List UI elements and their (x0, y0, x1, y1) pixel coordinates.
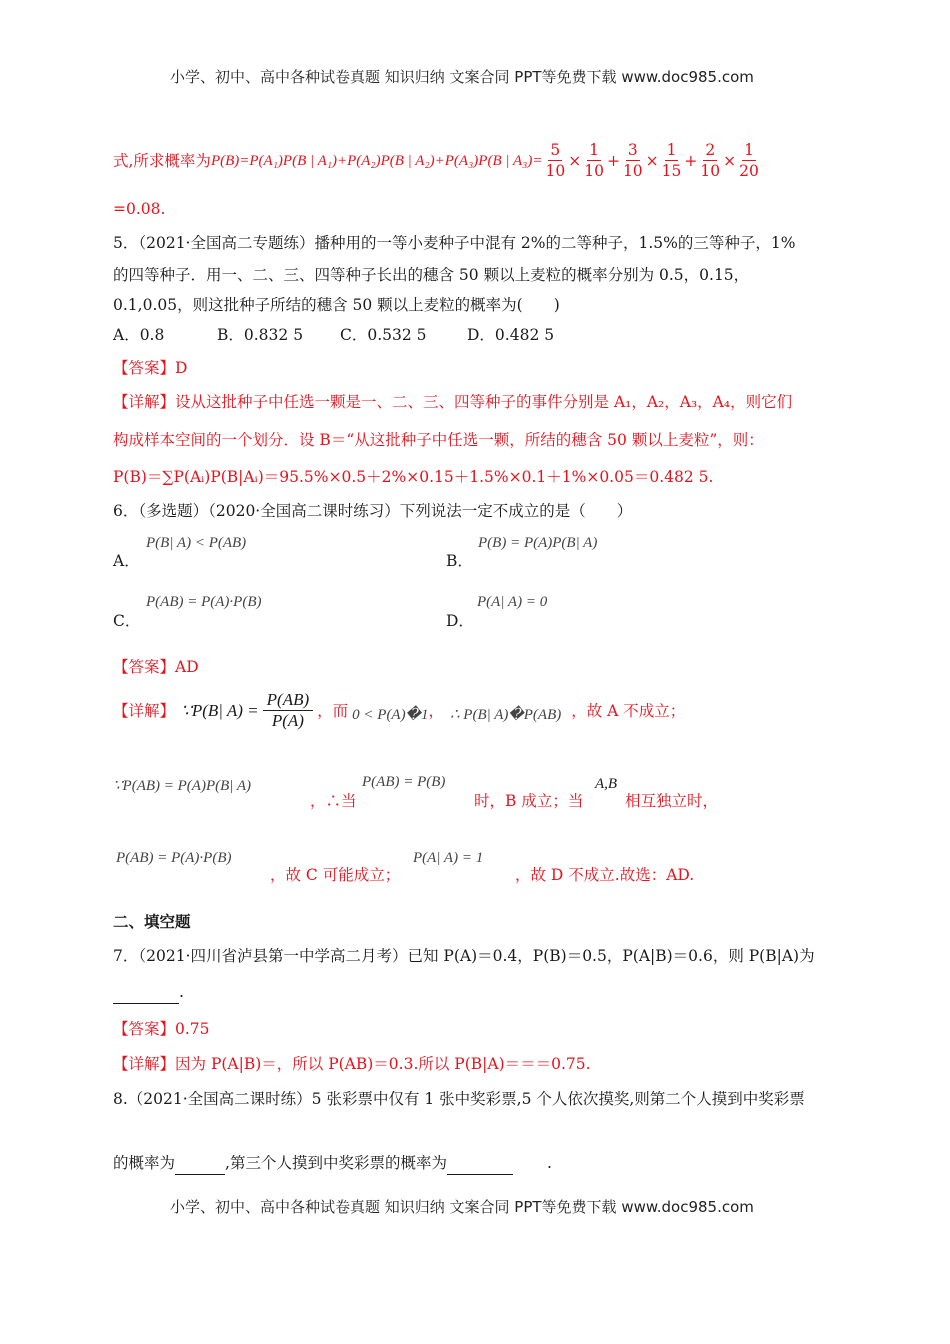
answer-label: 【答案】 (113, 658, 176, 676)
text: ，而 (317, 701, 349, 720)
page-footer: 小学、初中、高中各种试卷真题 知识归纳 文案合同 PPT等免费下载 www.doc985.com (170, 1198, 754, 1216)
period: . (546, 1154, 552, 1172)
q5-stem-line3: 0.1,0.05，则这批种子所结的穗含 50 颗以上麦粒的概率为( ) (113, 296, 560, 314)
q6-detail2-ab: A,B (595, 776, 618, 792)
answer-label: 【答案】 (113, 359, 176, 377)
q5-detail-line3: P(B)＝∑P(Aᵢ)P(B|Aᵢ)＝95.5%×0.5＋2%×0.15＋1.5%×0.1＋1%×0.05＝0.482 5. (113, 468, 714, 486)
prev-solution-formula (113, 140, 762, 181)
q7-stem-line1: 7．（2021·四川省泸县第一中学高二月考）已知 P(A)＝0.4，P(B)＝0.5，P(A|B)＝0.6，则 P(B|A)为 (113, 947, 815, 965)
q5-detail-line2: 构成样本空间的一个划分．设 B＝“从这批种子中任选一颗，所结的穗含 50 颗以上麦粒”，则： (113, 431, 764, 449)
text: ，故 A 不成立； (571, 701, 686, 720)
q6-detail2-end: 相互独立时， (625, 792, 719, 810)
fraction: $\frac{1}{20}$ (739, 141, 759, 180)
q8-stem-line2 (113, 1152, 552, 1175)
q7-detail (113, 1053, 591, 1075)
operator: × (568, 151, 582, 170)
q6-detail3-mid: ，故 C 可能成立； (270, 866, 401, 884)
text: ,第三个人摸到中奖彩票的概率为 (225, 1154, 447, 1172)
prev-solution-expr: P(B)=P(A₁)P(B | A₁)+P(A₂)P(B | A₂)+P(A₃)P(B | A₃)= (210, 152, 543, 169)
q5-option-c: C．0.532 5 (340, 326, 427, 344)
q5-answer (113, 357, 187, 379)
operator: × (723, 151, 737, 170)
prev-solution-lead: 式,所求概率为 (113, 151, 211, 170)
math-expr: ∴ P(B| A)�P(AB) (450, 706, 562, 723)
math-expr: ∵P(B| A) = (181, 700, 259, 720)
fraction: $\frac{3}{10}$ (622, 141, 643, 180)
operator: + (684, 151, 698, 170)
q5-option-d: D．0.482 5 (467, 326, 555, 344)
detail-label: 【详解】 (113, 393, 176, 411)
q6-stem: 6．（多选题）（2020·全国高二课时练习）下列说法一定不成立的是（ ） (113, 502, 633, 520)
q5-detail-line1 (113, 391, 792, 413)
fraction: $\frac{5}{10}$ (545, 141, 566, 180)
q6-option-c-label: C． (113, 612, 141, 630)
q6-detail2-mid: 时，B 成立；当 (474, 792, 584, 810)
q6-answer (113, 656, 199, 678)
q5-stem-line1: 5．（2021·全国高二专题练）播种用的一等小麦种子中混有 2%的二等种子，1.5%的三等种子，1% (113, 234, 796, 252)
section-title: 二、填空题 (113, 913, 191, 931)
detail-text: 因为 P(A|B)＝，所以 P(AB)＝0.3.所以 P(B|A)＝＝＝0.75. (175, 1055, 591, 1073)
q6-detail3-expr2: P(A| A) = 1 (413, 850, 484, 866)
answer-value: AD (175, 658, 199, 676)
answer-value: 0.75 (175, 1020, 210, 1038)
q6-detail3-expr: P(AB) = P(A)·P(B) (116, 850, 232, 866)
q6-detail2-so: ，∴当 (310, 792, 357, 810)
text: 的概率为 (113, 1154, 176, 1172)
q6-option-a-label: A． (113, 552, 140, 570)
q6-detail2-eq: P(AB) = P(B) (362, 774, 446, 790)
answer-blank[interactable] (447, 1152, 513, 1175)
q6-detail-line1 (113, 690, 685, 731)
q6-option-a-expr: P(B| A) < P(AB) (146, 535, 247, 551)
q6-detail3-end: ，故 D 不成立.故选：AD. (515, 866, 695, 884)
detail-label: 【详解】 (113, 701, 176, 720)
operator: × (645, 151, 659, 170)
q6-option-d-expr: P(A| A) = 0 (477, 594, 548, 610)
detail-text: 设从这批种子中任选一颗是一、二、三、四等种子的事件分别是 A₁，A₂，A₃，A₄，则它们 (175, 393, 793, 411)
q6-option-d-label: D． (446, 612, 474, 630)
page-header: 小学、初中、高中各种试卷真题 知识归纳 文案合同 PPT等免费下载 www.doc985.com (170, 68, 754, 86)
math-expr: 0 < P(A)�1 (352, 706, 429, 723)
q6-option-c-expr: P(AB) = P(A)·P(B) (146, 594, 262, 610)
q6-option-b-expr: P(B) = P(A)P(B| A) (478, 535, 598, 551)
answer-blank[interactable] (175, 1152, 225, 1175)
q5-option-a: A．0.8 (113, 326, 165, 344)
text: ， (428, 701, 444, 720)
prev-solution-result: =0.08. (113, 200, 166, 218)
q8-stem-line1: 8.（2021·全国高二课时练）5 张彩票中仅有 1 张中奖彩票,5 个人依次摸奖,则第二个人摸到中奖彩票 (113, 1090, 805, 1108)
period: . (179, 983, 184, 1001)
answer-value: D (175, 359, 188, 377)
operator: + (606, 151, 620, 170)
q6-option-b-label: B． (446, 552, 473, 570)
answer-blank[interactable] (113, 981, 179, 1004)
q7-stem-line2 (113, 981, 184, 1004)
answer-label: 【答案】 (113, 1020, 176, 1038)
fraction: $\frac{P(AB)}{P(A)}$ (263, 690, 313, 731)
q6-detail2-expr: ∵P(AB) = P(A)P(B| A) (113, 778, 252, 794)
fraction: $\frac{1}{10}$ (584, 141, 604, 180)
q5-stem-line2: 的四等种子．用一、二、三、四等种子长出的穗含 50 颗以上麦粒的概率分别为 0.5，0.15， (113, 266, 750, 284)
q7-answer (113, 1018, 210, 1040)
detail-label: 【详解】 (113, 1055, 176, 1073)
q5-option-b: B．0.832 5 (217, 326, 304, 344)
fraction: $\frac{1}{15}$ (661, 141, 682, 180)
fraction: $\frac{2}{10}$ (700, 141, 721, 180)
